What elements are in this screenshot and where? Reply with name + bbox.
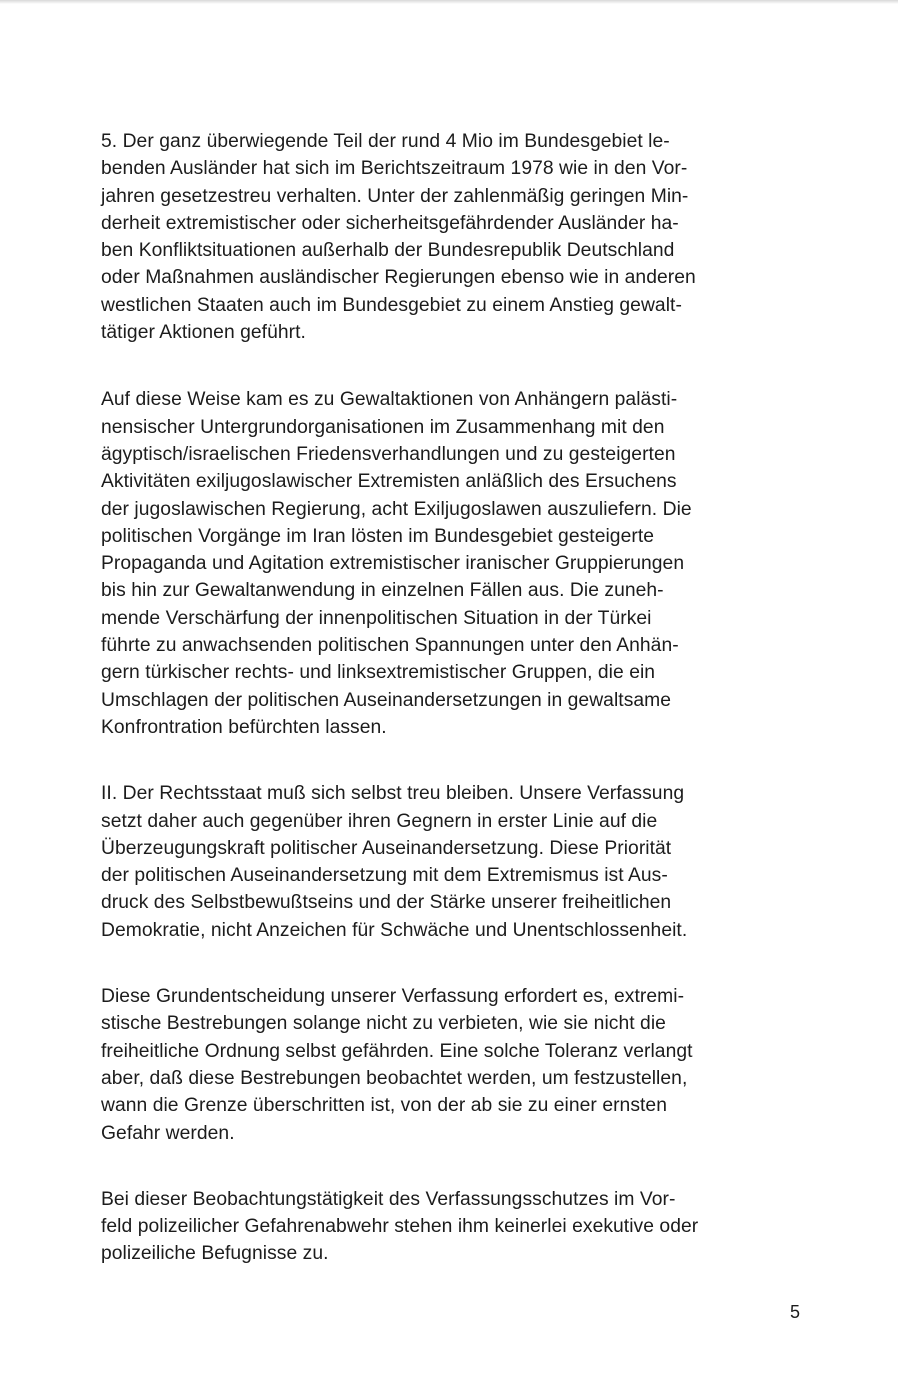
paragraph-gap <box>101 741 798 780</box>
text-line: druck des Selbstbewußtseins und der Stärke unserer freiheitlichen <box>101 892 672 914</box>
paragraph-gap <box>101 346 798 386</box>
paragraph-3 <box>101 780 798 944</box>
text-line: tätiger Aktionen geführt. <box>101 322 306 344</box>
text-line: Demokratie, nicht Anzeichen für Schwäche und Unentschlossenheit. <box>101 919 688 941</box>
paragraph-4 <box>101 983 798 1147</box>
text-line: oder Maßnahmen ausländischer Regierungen ebenso wie in anderen <box>101 267 696 289</box>
page-body <box>101 128 798 1268</box>
text-line: Konfrontration befürchten lassen. <box>101 716 387 738</box>
text-line: setzt daher auch gegenüber ihren Gegnern in erster Linie auf die <box>101 810 658 832</box>
text-line: Überzeugungskraft politischer Auseinandersetzung. Diese Priorität <box>101 837 672 859</box>
paragraph-5 <box>101 1186 798 1268</box>
text-line: polizeiliche Befugnisse zu. <box>101 1243 329 1265</box>
text-line: nensischer Untergrundorganisationen im Zusammenhang mit den <box>101 416 665 438</box>
text-line: Bei dieser Beobachtungstätigkeit des Verfassungsschutzes im Vor- <box>101 1188 676 1210</box>
page-top-edge <box>0 0 898 4</box>
text-line: mende Verschärfung der innenpolitischen Situation in der Türkei <box>101 607 652 629</box>
text-line: Auf diese Weise kam es zu Gewaltaktionen von Anhängern palästi- <box>101 389 678 411</box>
text-line: Umschlagen der politischen Auseinandersetzungen in gewaltsame <box>101 689 672 711</box>
text-line: gern türkischer rechts- und linksextremistischer Gruppen, die ein <box>101 662 656 684</box>
text-line: wann die Grenze überschritten ist, von der ab sie zu einer ernsten <box>101 1095 667 1117</box>
text-line: derheit extremistischer oder sicherheitsgefährdender Ausländer ha- <box>101 212 679 234</box>
text-line: II. Der Rechtsstaat muß sich selbst treu bleiben. Unsere Verfassung <box>101 783 685 805</box>
text-line: 5. Der ganz überwiegende Teil der rund 4 Mio im Bundesgebiet le- <box>101 131 670 152</box>
text-line: Propaganda und Agitation extremistischer iranischer Gruppierungen <box>101 553 685 575</box>
text-line: führte zu anwachsenden politischen Spannungen unter den Anhän- <box>101 635 679 657</box>
paragraph-2 <box>101 386 798 741</box>
text-line: der politischen Auseinandersetzung mit dem Extremismus ist Aus- <box>101 865 668 887</box>
text-line: jahren gesetzestreu verhalten. Unter der zahlenmäßig geringen Min- <box>101 185 689 207</box>
text-line: Gefahr werden. <box>101 1122 235 1144</box>
text-line: ben Konfliktsituationen außerhalb der Bundesrepublik Deutschland <box>101 240 675 262</box>
page-number: 5 <box>789 1302 800 1322</box>
text-line: feld polizeilicher Gefahrenabwehr stehen ihm keinerlei exekutive oder <box>101 1216 699 1238</box>
text-line: Aktivitäten exiljugoslawischer Extremisten anläßlich des Ersuchens <box>101 471 677 493</box>
paragraph-gap <box>101 944 798 983</box>
paragraph-1 <box>101 128 798 346</box>
text-line: freiheitliche Ordnung selbst gefährden. Eine solche Toleranz verlangt <box>101 1040 693 1062</box>
text-line: benden Ausländer hat sich im Berichtszeitraum 1978 wie in den Vor- <box>101 158 688 180</box>
text-line: der jugoslawischen Regierung, acht Exiljugoslawen auszuliefern. Die <box>101 498 692 520</box>
text-line: stische Bestrebungen solange nicht zu verbieten, wie sie nicht die <box>101 1013 666 1035</box>
text-line: aber, daß diese Bestrebungen beobachtet werden, um festzustellen, <box>101 1067 688 1089</box>
text-line: bis hin zur Gewaltanwendung in einzelnen Fällen aus. Die zuneh- <box>101 580 664 602</box>
text-line: Diese Grundentscheidung unserer Verfassung erfordert es, extremi- <box>101 986 685 1008</box>
text-line: politischen Vorgänge im Iran lösten im Bundesgebiet gesteigerte <box>101 525 655 547</box>
text-line: westlichen Staaten auch im Bundesgebiet zu einem Anstieg gewalt- <box>101 294 682 316</box>
text-line: ägyptisch/israelischen Friedensverhandlungen und zu gesteigerten <box>101 443 676 465</box>
paragraph-gap <box>101 1147 798 1186</box>
